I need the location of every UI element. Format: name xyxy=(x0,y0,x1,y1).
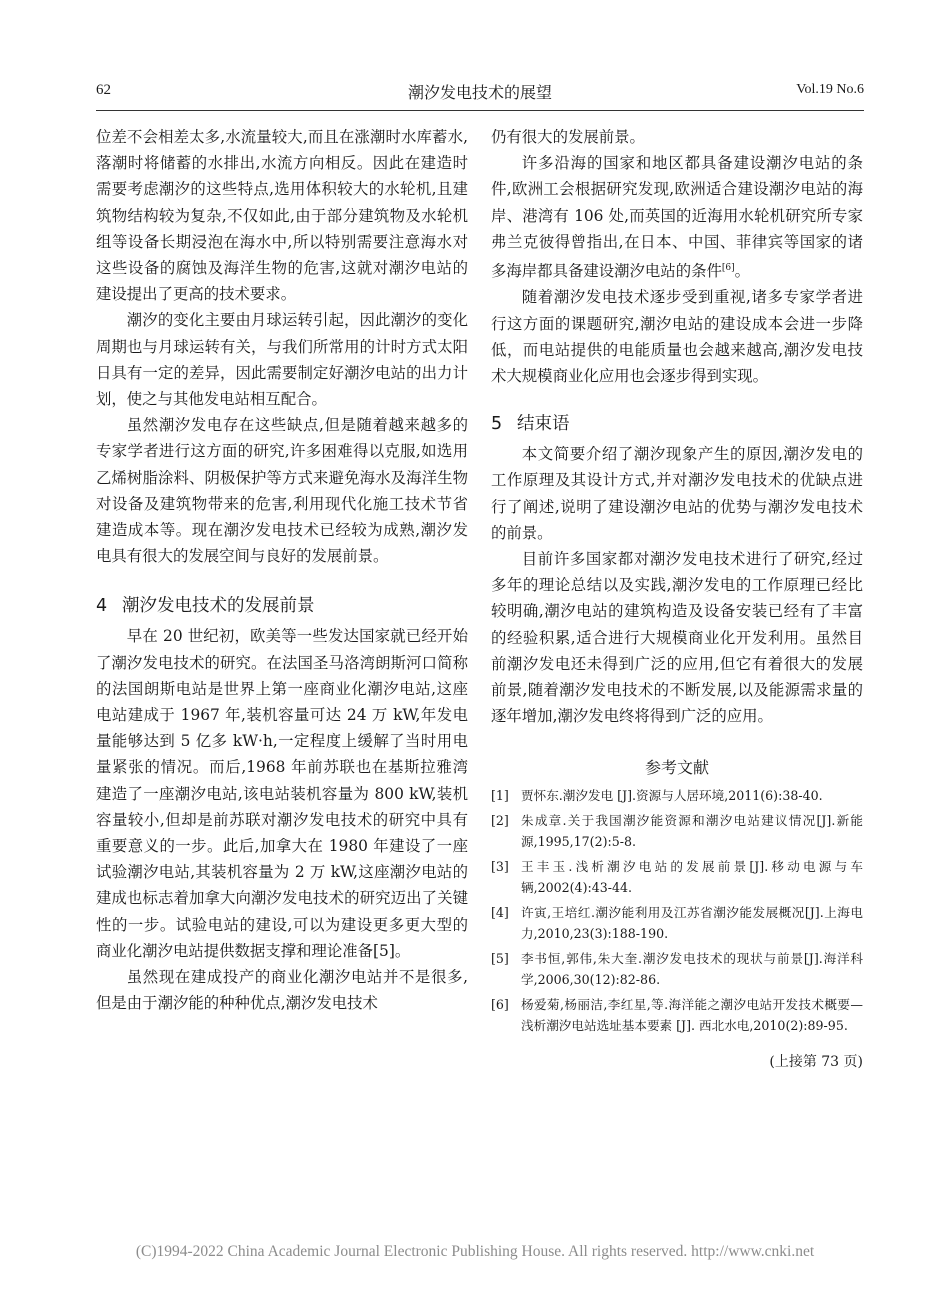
reference-number: [6] xyxy=(491,996,509,1012)
citation: [6] xyxy=(721,263,735,274)
section-number: 5 xyxy=(491,414,503,435)
paragraph: 本文简要介绍了潮汐现象产生的原因,潮汐发电的工作原理及其设计方式,并对潮汐发电技术的优缺点进行了阐述,说明了建设潮汐电站的优势与潮汐发电技术的前景。 xyxy=(491,445,863,542)
reference-item xyxy=(491,902,863,945)
reference-list xyxy=(491,785,863,1037)
reference-item xyxy=(491,810,863,853)
reference-item xyxy=(491,994,863,1037)
reference-number: [5] xyxy=(491,950,509,966)
reference-number: [4] xyxy=(491,904,509,920)
section-title: 结束语 xyxy=(517,414,570,435)
paragraph: 仍有很大的发展前景。 xyxy=(491,128,645,146)
section-title: 潮汐发电技术的发展前景 xyxy=(122,596,315,617)
right-column xyxy=(491,124,863,1075)
paragraph: 目前许多国家都对潮汐发电技术进行了研究,经过多年的理论总结以及实践,潮汐发电的工作原理已经比较明确,潮汐电站的建筑构造及设备安装已经有了丰富的经验积累,适合进行大规模商业化开发利用。虽然目前潮汐发电还未得到广泛的应用,但它有着很大的发展前景,随着潮汐发电技术的不断发展,以及能源需求量的逐年增加,潮汐发电终将得到广泛的应用。 xyxy=(491,549,863,726)
paragraph: 随着潮汐发电技术逐步受到重视,诸多专家学者进行这方面的课题研究,潮汐电站的建设成本会进一步降低，而电站提供的电能质量也会越来越高,潮汐发电技术大规模商业化应用也会逐步得到实现。 xyxy=(491,288,863,385)
copyright-footer: (C)1994-2022 China Academic Journal Electronic Publishing House. All rights reserved. http://www.cnki.net xyxy=(135,1243,815,1260)
reference-text: 王丰玉.浅析潮汐电站的发展前景[J].移动电源与车辆,2002(4):43-44. xyxy=(521,858,863,896)
reference-number: [3] xyxy=(491,858,509,874)
paragraph-end: 。 xyxy=(734,262,751,281)
paragraph-text: 许多沿海的国家和地区都具备建设潮汐电站的条件,欧洲工会根据研究发现,欧洲适合建设潮汐电站的海岸、港湾有 106 处,而英国的近海用水轮机研究所专家弗兰克彼得曾指出,在日本、中国、菲律宾等国家的诸多海岸都具备建设潮汐电站的条件 xyxy=(491,154,863,281)
page-header xyxy=(96,78,864,106)
reference-text: 杨爱菊,杨丽洁,李红星,等.海洋能之潮汐电站开发技术概要—浅析潮汐电站选址基本要素 [J]. 西北水电,2010(2):89-95. xyxy=(521,996,863,1034)
volume-issue: Vol.19 No.6 xyxy=(796,82,864,97)
page-number: 62 xyxy=(96,82,111,98)
reference-number: [2] xyxy=(491,812,509,828)
header-rule xyxy=(96,110,864,111)
section-heading-5 xyxy=(491,411,863,437)
reference-item xyxy=(491,856,863,899)
reference-text: 李书恒,郭伟,朱大奎.潮汐发电技术的现状与前景[J].海洋科学,2006,30(12):82-86. xyxy=(521,950,863,988)
reference-text: 许寅,王培红.潮汐能利用及江苏省潮汐能发展概况[J].上海电力,2010,23(3):188-190. xyxy=(521,904,863,942)
paragraph: 位差不会相差太多,水流量较大,而且在涨潮时水库蓄水,落潮时将储蓄的水排出,水流方向相反。因此在建造时需要考虑潮汐的这些特点,选用体积较大的水轮机,且建筑物结构较为复杂,不仅如此,由于部分建筑物及水轮机组等设备长期浸泡在海水中,所以特别需要注意海水对这些设备的腐蚀及海洋生物的危害,这就对潮汐电站的建设提出了更高的技术要求。 xyxy=(96,128,468,304)
running-title: 潮汐发电技术的展望 xyxy=(407,83,552,102)
paragraph xyxy=(491,150,863,284)
continued-note: (上接第 73 页) xyxy=(769,1053,863,1070)
left-column xyxy=(96,124,468,1017)
reference-text: 贾怀东.潮汐发电 [J].资源与人居环境,2011(6):38-40. xyxy=(521,788,823,804)
reference-item xyxy=(491,785,863,807)
section-number: 4 xyxy=(96,596,108,617)
reference-text: 朱成章.关于我国潮汐能资源和潮汐电站建议情况[J].新能源,1995,17(2):5-8. xyxy=(521,812,863,850)
reference-item xyxy=(491,948,863,991)
paragraph: 潮汐的变化主要由月球运转引起，因此潮汐的变化周期也与月球运转有关，与我们所常用的计时方式太阳日具有一定的差异，因此需要制定好潮汐电站的出力计划，使之与其他发电站相互配合。 xyxy=(96,311,468,409)
section-heading-4 xyxy=(96,593,468,619)
paragraph: 虽然潮汐发电存在这些缺点,但是随着越来越多的专家学者进行这方面的研究,许多困难得以克服,如选用乙烯树脂涂料、阴极保护等方式来避免海水及海洋生物对设备及建筑物带来的危害,利用现代化施工技术节省建造成本等。现在潮汐发电技术已经较为成熟,潮汐发电具有很大的发展空间与良好的发展前景。 xyxy=(96,416,468,566)
paragraph: 虽然现在建成投产的商业化潮汐电站并不是很多,但是由于潮汐能的种种优点,潮汐发电技术 xyxy=(96,968,468,1013)
reference-number: [1] xyxy=(491,788,509,804)
paragraph: 早在 20 世纪初，欧美等一些发达国家就已经开始了潮汐发电技术的研究。在法国圣马洛湾朗斯河口简称的法国朗斯电站是世界上第一座商业化潮汐电站,这座电站建成于 1967 年,装机容量可达 24 万 kW,年发电量能够达到 5 亿多 kW·h,一定程度上缓解了当时用电量紧张的情况。而后,1968 年前苏联也在基斯拉雅湾建造了一座潮汐电站,该电站装机容量为 800 kW,装机容量较小,但却是前苏联对潮汐发电技术的研究中具有重要意义的一步。此后,加拿大在 1980 年建设了一座试验潮汐电站,其装机容量为 2 万 kW,这座潮汐电站的建成也标志着加拿大向潮汐发电技术的研究迈出了关键性的一步。试验电站的建设,可以为建设更多更大型的商业化潮汐电站提供数据支撑和理论准备[5]。 xyxy=(96,627,468,960)
references-heading: 参考文献 xyxy=(644,758,709,778)
